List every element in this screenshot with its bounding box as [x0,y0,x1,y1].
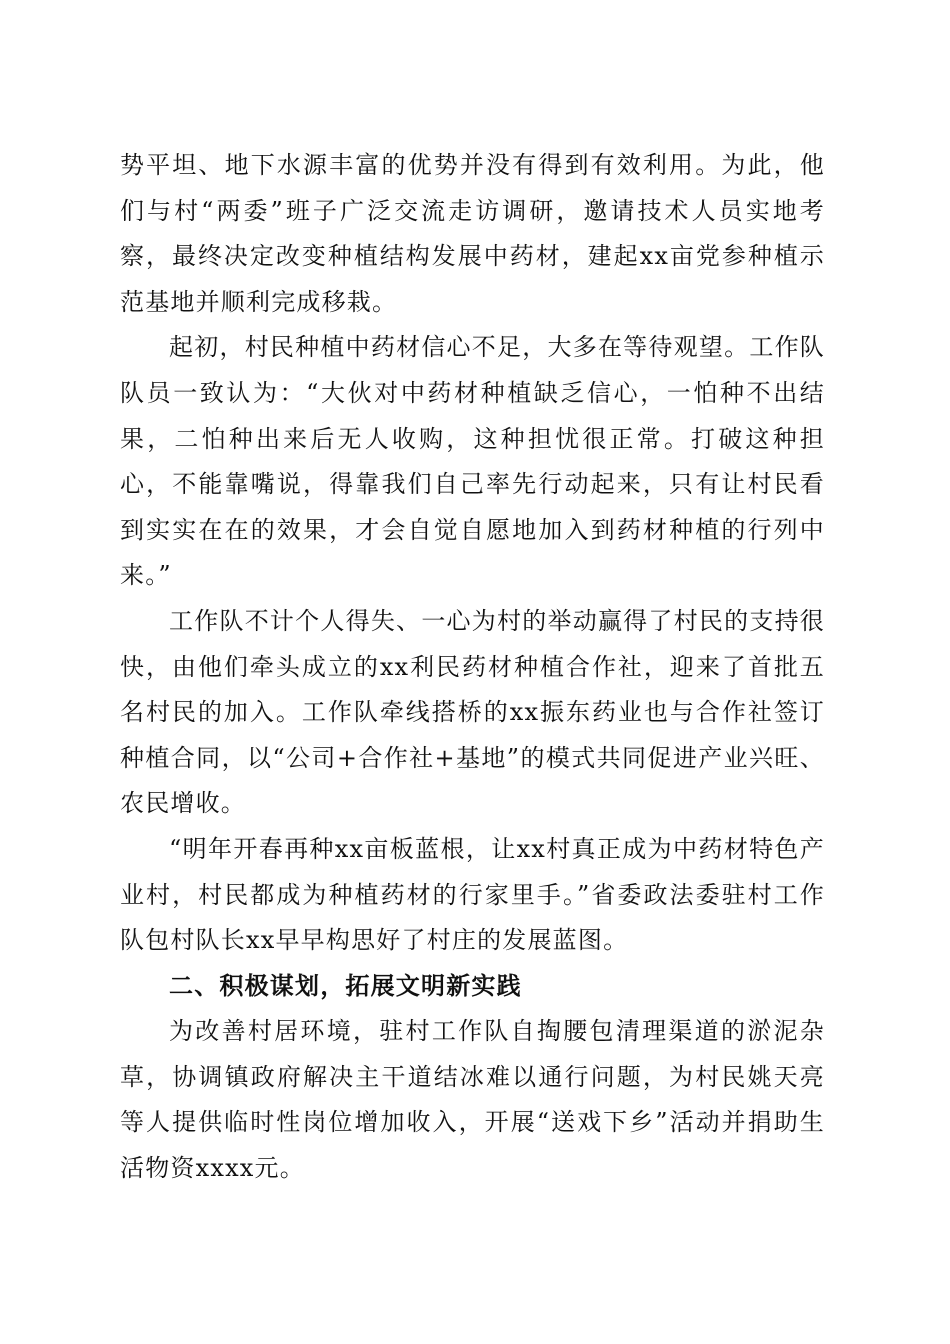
paragraph-villagers-confidence: 起初，村民种植中药材信心不足，大多在等待观望。工作队队员一致认为：“大伙对中药材种植缺乏信心，一怕种不出结果，二怕种出来后无人收购，这种担忧很正常。打破这种担心，不能靠嘴说，得靠我们自己率先行动起来，只有让村民看到实实在在的效果，才会自觉自愿地加入到药材种植的行列中来。” [120,333,825,590]
paragraph-continued: 势平坦、地下水源丰富的优势并没有得到有效利用。为此，他们与村“两委”班子广泛交流走访调研，邀请技术人员实地考察，最终决定改变种植结构发展中药材，建起xx亩党参种植示范基地并顺利完成移栽。 [120,151,825,316]
paragraph-environment: 为改善村居环境，驻村工作队自掏腰包清理渠道的淤泥杂草，协调镇政府解决主干道结冰难以通行问题，为村民姚天亮等人提供临时性岗位增加收入，开展“送戏下乡”活动并捐助生活物资xxxx元。 [120,1017,825,1183]
paragraph-future-plan: “明年开春再种xx亩板蓝根，让xx村真正成为中药材特色产业村，村民都成为种植药材的行家里手。”省委政法委驻村工作队包村队长xx早早构思好了村庄的发展蓝图。 [120,834,825,955]
section-heading: 二、积极谋划，拓展文明新实践 [169,971,522,1000]
paragraph-cooperative: 工作队不计个人得失、一心为村的举动赢得了村民的支持很快，由他们牵头成立的xx利民药材种植合作社，迎来了首批五名村民的加入。工作队牵线搭桥的xx振东药业也与合作社签订种植合同，以“公司+合作社+基地”的模式共同促进产业兴旺、农民增收。 [120,606,825,818]
document-body [120,143,825,1192]
